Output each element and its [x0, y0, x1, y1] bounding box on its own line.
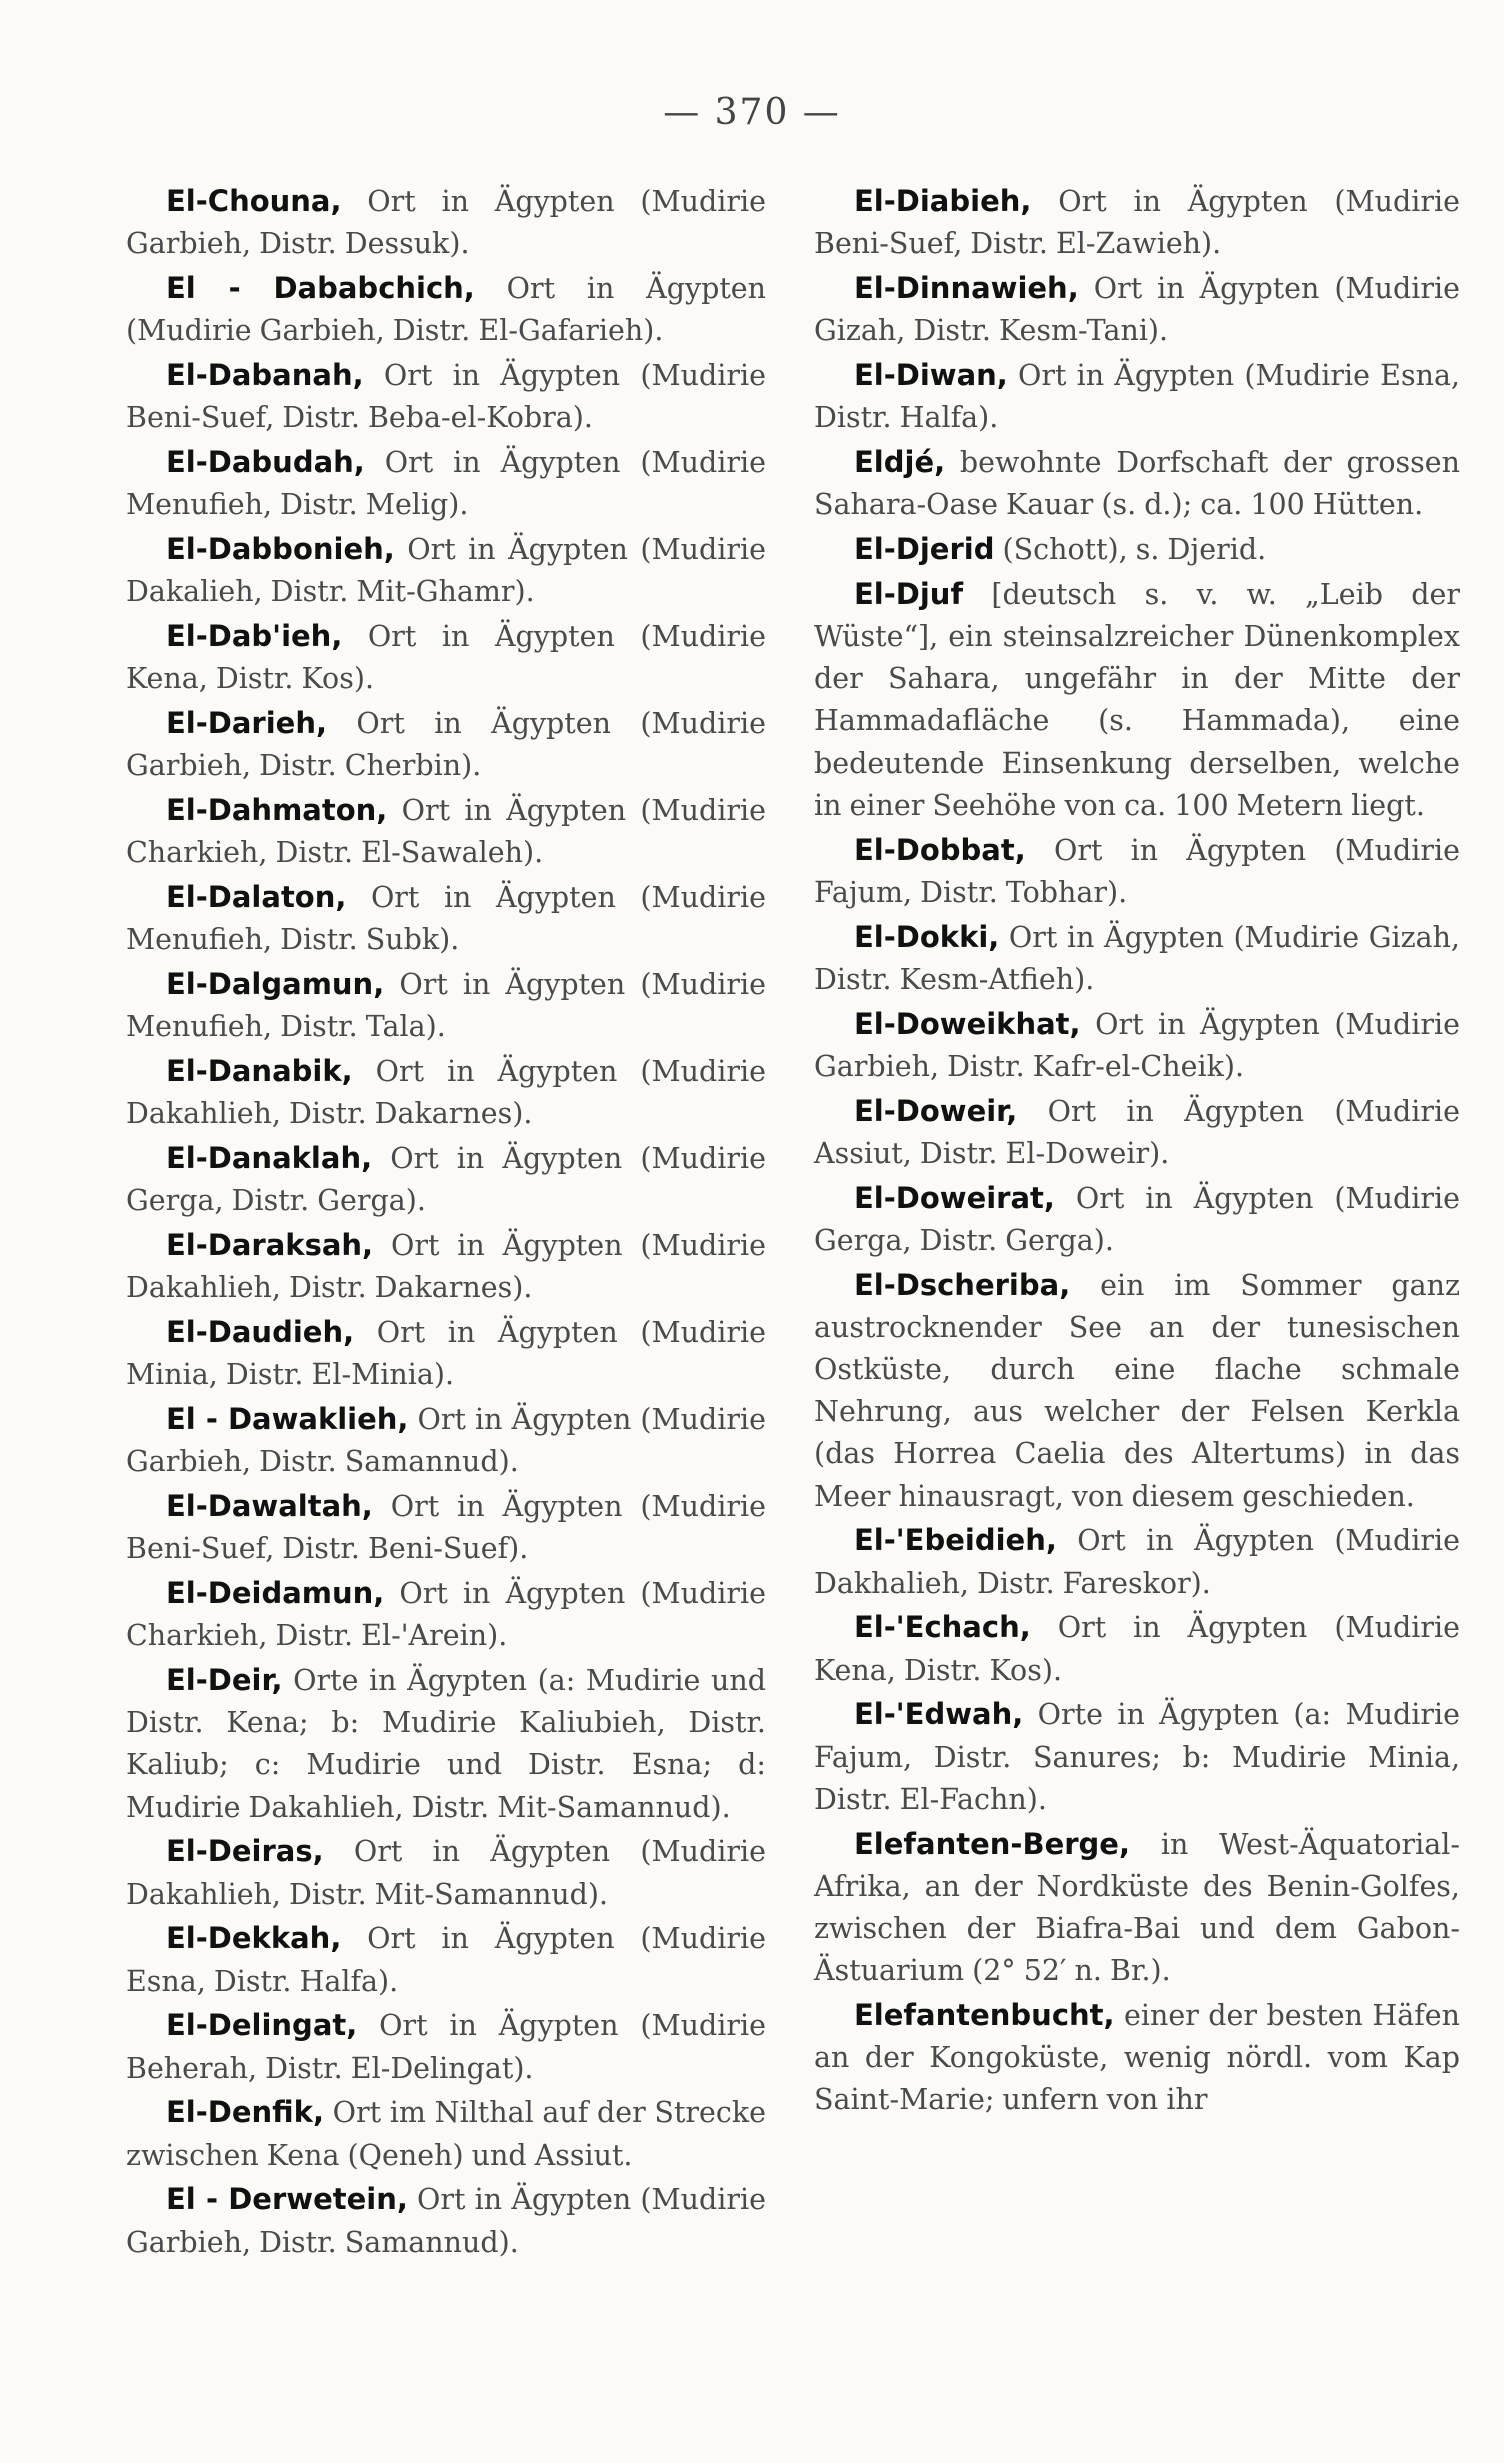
entry-text: ein im Sommer ganz austrocknender See an der tunesischen Ostküste, durch eine flache schmale Nehrung, aus welcher der Felsen Kerkla (das Horrea Caelia des Altertums) in das Meer hinausragt, von diesem geschieden.	[814, 1268, 1460, 1513]
entry-term: El-Daraksah,	[166, 1228, 374, 1262]
entry-text: Ort in Ägypten (Mudirie Garbieh, Distr. Cherbin).	[126, 707, 766, 783]
entry-term: El-Dahmaton,	[166, 793, 388, 827]
entry-term: El-Dalaton,	[166, 880, 347, 914]
dictionary-entry	[126, 1137, 766, 1222]
entry-term: El-Deiras,	[166, 1834, 324, 1869]
entry-text: Ort in Ägypten (Mudirie Fajum, Distr. Tobhar).	[814, 833, 1460, 909]
entry-text: (Schott), s. Djerid.	[994, 533, 1267, 566]
entry-term: El-Dinnawieh,	[854, 271, 1079, 305]
dictionary-entry	[814, 1264, 1460, 1518]
entry-text: Ort in Ägypten (Mudirie Charkieh, Distr. El-Sawaleh).	[126, 794, 766, 870]
entry-text: Ort in Ägypten (Mudirie Dakahlieh, Distr. Dakarnes).	[126, 1055, 766, 1131]
entry-term: El-Diabieh,	[854, 184, 1032, 218]
entry-text: Ort in Ägypten (Mudirie Garbieh, Distr. Dessuk).	[126, 185, 766, 261]
dictionary-entry	[814, 916, 1460, 1001]
entry-term: Elefantenbucht,	[854, 1998, 1115, 2033]
dictionary-entry	[126, 2178, 766, 2263]
dictionary-entry	[814, 441, 1460, 526]
entry-text: Ort in Ägypten (Mudirie Dakhalieh, Distr. Fareskor).	[814, 1524, 1460, 1600]
entry-term: El-Danaklah,	[166, 1141, 373, 1175]
entry-text: Orte in Ägypten (a: Mudirie Fajum, Distr. Sanures; b: Mudirie Minia, Distr. El-Fachn).	[814, 1698, 1460, 1816]
entry-term: El-'Edwah,	[854, 1697, 1024, 1732]
entry-text: Ort in Ägypten (Mudirie Kena, Distr. Kos).	[814, 1611, 1460, 1687]
dictionary-entry	[814, 1177, 1460, 1262]
entry-text: Ort in Ägypten (Mudirie Minia, Distr. El-Minia).	[126, 1316, 766, 1392]
entry-text: Ort in Ägypten (Mudirie Gerga, Distr. Gerga).	[126, 1142, 766, 1218]
entry-term: El-Dabbonieh,	[166, 532, 395, 566]
entry-text: Ort in Ägypten (Mudirie Charkieh, Distr. El-'Arein).	[126, 1577, 766, 1653]
dictionary-entry	[814, 267, 1460, 352]
dictionary-entry	[126, 2004, 766, 2089]
entry-text: Ort in Ägypten (Mudirie Beni-Suef, Distr. Beba-el-Kobra).	[126, 359, 766, 435]
dictionary-entry	[126, 789, 766, 874]
entry-term: El-Djuf	[854, 576, 964, 611]
dictionary-entry	[126, 2091, 766, 2176]
dictionary-entry	[126, 528, 766, 613]
dictionary-entry	[126, 702, 766, 787]
entry-term: El-Dabudah,	[166, 445, 365, 479]
entry-text: Ort in Ägypten (Mudirie Kena, Distr. Kos).	[126, 620, 766, 696]
right-column	[814, 180, 1460, 2123]
entry-text: Ort in Ägypten (Mudirie Beni-Suef, Distr. El-Zawieh).	[814, 185, 1460, 261]
entry-term: El-Doweir,	[854, 1093, 1018, 1128]
dictionary-entry	[126, 441, 766, 526]
left-column	[126, 180, 766, 2265]
dictionary-entry	[126, 615, 766, 700]
entry-text: Ort in Ägypten (Mudirie Garbieh, Distr. Samannud).	[126, 1403, 766, 1479]
entry-term: El-Chouna,	[166, 184, 342, 218]
dictionary-entry	[814, 1994, 1460, 2122]
entry-text: in West-Äquatorial-Afrika, an der Nordküste des Benin-Golfes, zwischen der Biafra-Bai und dem Gabon-Ästuarium (2° 52′ n. Br.).	[814, 1827, 1460, 1988]
dictionary-entry	[126, 963, 766, 1048]
entry-text: bewohnte Dorfschaft der grossen Sahara-Oase Kauar (s. d.); ca. 100 Hütten.	[814, 446, 1460, 522]
dictionary-entry	[814, 573, 1460, 827]
entry-text: Ort in Ägypten (Mudirie Gizah, Distr. Kesm-Atfieh).	[814, 920, 1460, 996]
entry-term: El-'Echach,	[854, 1610, 1031, 1645]
entry-text: Ort in Ägypten (Mudirie Dakahlieh, Distr. Dakarnes).	[126, 1229, 766, 1305]
entry-text: Ort in Ägypten (Mudirie Dakalieh, Distr. Mit-Ghamr).	[126, 533, 766, 609]
dictionary-entry	[126, 1224, 766, 1309]
entry-text: Ort in Ägypten (Mudirie Esna, Distr. Halfa).	[126, 1922, 766, 1998]
entry-term: El-Denfik,	[166, 2095, 324, 2130]
entry-text: Ort im Nilthal auf der Strecke zwischen Kena (Qeneh) und Assiut.	[126, 2096, 766, 2172]
entry-text: [deutsch s. v. w. „Leib der Wüste“], ein steinsalzreicher Dünenkomplex der Sahara, ungefähr in der Mitte der Hammadafläche (s. Hammada), eine bedeutende Einsenkung derselben, welche in einer Seehöhe von ca. 100 Metern liegt.	[814, 577, 1460, 822]
dictionary-entry	[814, 528, 1460, 571]
entry-term: El-Dobbat,	[854, 832, 1026, 867]
entry-text: Ort in Ägypten (Mudirie Menufieh, Distr. Melig).	[126, 446, 766, 522]
entry-text: Ort in Ägypten (Mudirie Menufieh, Distr. Subk).	[126, 881, 766, 957]
entry-term: El-Dokki,	[854, 919, 1000, 954]
entry-term: El-Dalgamun,	[166, 967, 385, 1001]
entry-text: Ort in Ägypten (Mudirie Garbieh, Distr. Samannud).	[126, 2183, 766, 2259]
entry-term: El-Danabik,	[166, 1054, 353, 1088]
dictionary-entry	[126, 1572, 766, 1657]
entry-term: El-Darieh,	[166, 706, 328, 740]
entry-term: El-Daudieh,	[166, 1315, 355, 1349]
entry-text: einer der besten Häfen an der Kongoküste, wenig nördl. vom Kap Saint-Marie; unfern von ihr	[814, 1999, 1460, 2117]
entry-term: El-Deidamun,	[166, 1576, 385, 1610]
dictionary-entry	[814, 1090, 1460, 1175]
entry-term: El-Diwan,	[854, 358, 1008, 392]
entry-term: El-Doweikhat,	[854, 1006, 1081, 1041]
dictionary-entry	[126, 1485, 766, 1570]
entry-term: Elefanten-Berge,	[854, 1826, 1130, 1861]
entry-term: El - Dawaklieh,	[166, 1402, 409, 1436]
entry-text: Ort in Ägypten (Mudirie Garbieh, Distr. El-Gafarieh).	[126, 272, 766, 348]
dictionary-entry	[126, 1659, 766, 1829]
entry-term: El-Dawaltah,	[166, 1489, 373, 1523]
entry-text: Ort in Ägypten (Mudirie Gizah, Distr. Kesm-Tani).	[814, 272, 1460, 348]
dictionary-entry	[126, 1050, 766, 1135]
entry-term: El-Dscheriba,	[854, 1267, 1071, 1302]
dictionary-entry	[126, 180, 766, 265]
entry-text: Ort in Ägypten (Mudirie Menufieh, Distr. Tala).	[126, 968, 766, 1044]
entry-term: El-Dab'ieh,	[166, 619, 343, 653]
dictionary-entry	[126, 876, 766, 961]
dictionary-entry	[814, 829, 1460, 914]
dictionary-entry	[814, 1606, 1460, 1691]
entry-term: El - Dababchich,	[166, 271, 475, 305]
dictionary-entry	[126, 1311, 766, 1396]
entry-text: Ort in Ägypten (Mudirie Dakahlieh, Distr. Mit-Samannud).	[126, 1835, 766, 1911]
entry-term: El-Doweirat,	[854, 1180, 1055, 1215]
dictionary-entry	[814, 1003, 1460, 1088]
entry-term: El-Delingat,	[166, 2008, 358, 2043]
entry-text: Ort in Ägypten (Mudirie Beni-Suef, Distr. Beni-Suef).	[126, 1490, 766, 1566]
entry-term: Eldjé,	[854, 445, 946, 479]
entry-text: Ort in Ägypten (Mudirie Gerga, Distr. Gerga).	[814, 1181, 1460, 1257]
entry-term: El-Dabanah,	[166, 358, 364, 392]
entry-term: El-'Ebeidieh,	[854, 1523, 1057, 1558]
entry-text: Ort in Ägypten (Mudirie Beherah, Distr. El-Delingat).	[126, 2009, 766, 2085]
dictionary-entry	[126, 1398, 766, 1483]
entry-text: Orte in Ägypten (a: Mudirie und Distr. Kena; b: Mudirie Kaliubieh, Distr. Kaliub; c: Mudirie und Distr. Esna; d: Mudirie Dakahlieh, Distr. Mit-Samannud).	[126, 1664, 766, 1824]
dictionary-entry	[814, 1693, 1460, 1821]
dictionary-entry	[814, 1519, 1460, 1604]
dictionary-entry	[814, 180, 1460, 265]
dictionary-entry	[126, 354, 766, 439]
entry-text: Ort in Ägypten (Mudirie Assiut, Distr. El-Doweir).	[814, 1094, 1460, 1170]
page-number: — 370 —	[663, 92, 841, 133]
dictionary-entry	[126, 267, 766, 352]
dictionary-entry	[814, 1823, 1460, 1993]
entry-term: El-Dekkah,	[166, 1921, 342, 1956]
dictionary-entry	[126, 1830, 766, 1915]
entry-term: El - Derwetein,	[166, 2182, 408, 2217]
dictionary-entry	[126, 1917, 766, 2002]
entry-term: El-Deir,	[166, 1663, 283, 1697]
entry-text: Ort in Ägypten (Mudirie Garbieh, Distr. Kafr-el-Cheik).	[814, 1007, 1460, 1083]
entry-text: Ort in Ägypten (Mudirie Esna, Distr. Halfa).	[814, 359, 1460, 435]
entry-term: El-Djerid	[854, 532, 995, 566]
dictionary-entry	[814, 354, 1460, 439]
